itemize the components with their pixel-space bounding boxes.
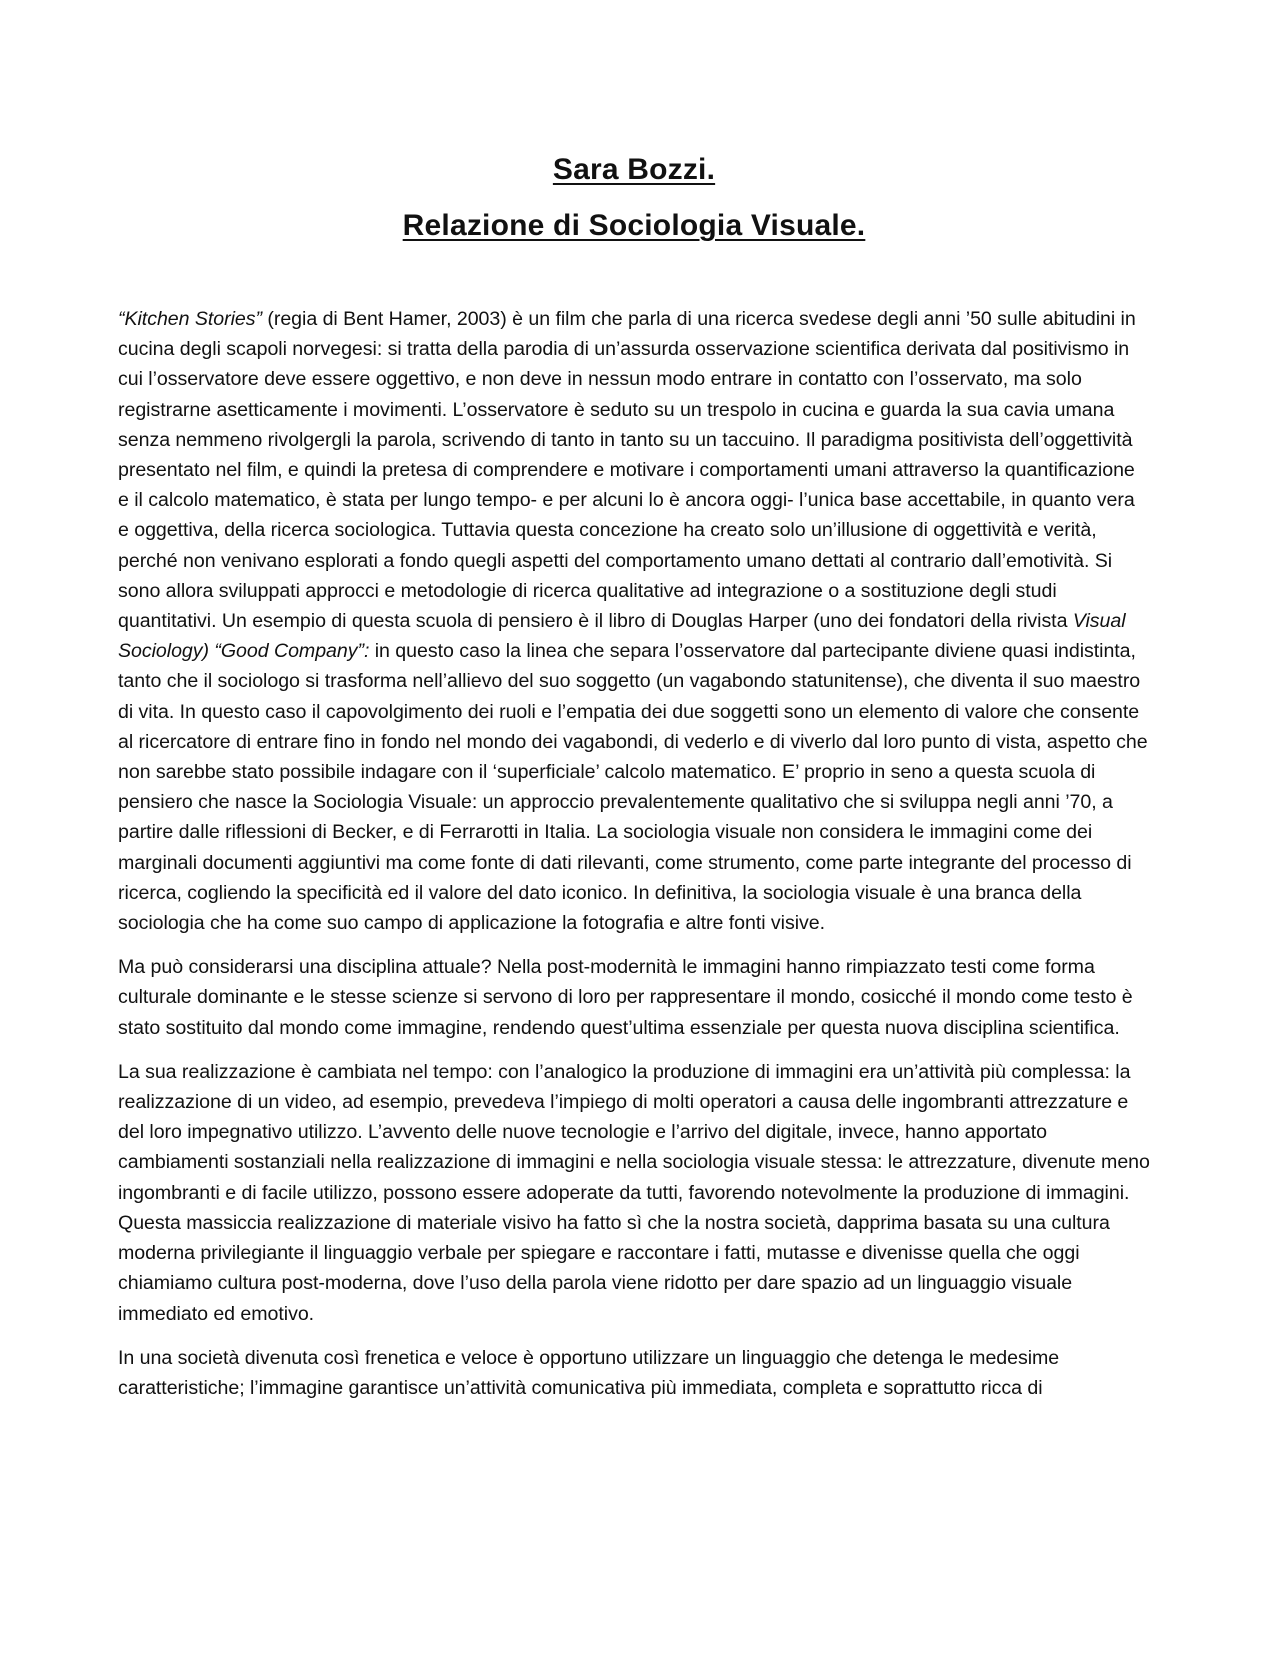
paragraph-postmodernity: Ma può considerarsi una disciplina attuale? Nella post-modernità le immagini hanno rimpiazzato testi come forma culturale dominante e le stesse scienze si servono di loro per rappresentare il mondo, cosicché il mondo come testo è stato sostituito dal mondo come immagine, rendendo quest’ultima essenziale per questa nuova disciplina scientifica. xyxy=(118,956,1133,1039)
report-title: Relazione di Sociologia Visuale. xyxy=(402,209,866,242)
paragraph-society: In una società divenuta così frenetica e veloce è opportuno utilizzare un linguaggio che detenga le medesime caratteristiche; l’immagine garantisce un’attività comunicativa più immediata, completa e soprattutto ricca di xyxy=(118,1346,1060,1399)
paragraph-intro-text-a: (regia di Bent Hamer, 2003) è un film che parla di una ricerca svedese degli anni ’50 sulle abitudini in cucina degli scapoli norvegesi: si tratta della parodia di un’assurda osservazione scientifica derivata dal positivismo in cui l’osservatore deve essere oggettivo, e non deve in nessun modo entrare in contatto con l’osservato, ma solo registrarne asetticamente i movimenti. L’osservatore è seduto su un trespolo in cucina e guarda la sua cavia umana senza nemmeno rivolgergli la parola, scrivendo di tanto in tanto su un taccuino. Il paradigma positivista dell’oggettività presentato nel film, e quindi la pretesa di comprendere e motivare i comportamenti umani attraverso la quantificazione e il calcolo matematico, è stata per lungo tempo- e per alcuni lo è ancora oggi- l’unica base accettabile, in quanto vera e oggettiva, della ricerca sociologica. Tuttavia questa concezione ha creato solo un’illusione di oggettività e verità, perché non venivano esplorati a fondo quegli aspetti del comportamento umano dettati al contrario dall’emotività. Si sono allora sviluppati approcci e metodologie di ricerca qualitative ad integrazione o a sostituzione degli studi quantitativi. Un esempio di questa scuola di pensiero è il libro di Douglas Harper (uno dei fondatori della rivista xyxy=(118,308,1136,633)
journal-book-title-italic: Visual Sociology) “Good Company”: xyxy=(118,610,1126,663)
author-title: Sara Bozzi. xyxy=(552,153,716,186)
film-title-italic: “Kitchen Stories” xyxy=(118,308,262,330)
paragraph-intro-text-b: in questo caso la linea che separa l’osservatore dal partecipante diviene quasi indistinta, tanto che il sociologo si trasforma nell’allievo del suo soggetto (un vagabondo statunitense), che diventa il suo maestro di vita. In questo caso il capovolgimento dei ruoli e l’empatia dei due soggetti sono un elemento di valore che consente al ricercatore di entrare fino in fondo nel mondo dei vagabondi, di vederlo e di viverlo dal loro punto di vista, aspetto che non sarebbe stato possibile indagare con il ‘superficiale’ calcolo matematico. E’ proprio in seno a questa scuola di pensiero che nasce la Sociologia Visuale: un approccio prevalentemente qualitativo che si sviluppa negli anni ’70, a partire dalle riflessioni di Becker, e di Ferrarotti in Italia. La sociologia visuale non considera le immagini come dei marginali documenti aggiuntivi ma come fonte di dati rilevanti, come strumento, come parte integrante del processo di ricerca, cogliendo la specificità ed il valore del dato iconico. In definitiva, la sociologia visuale è una branca della sociologia che ha come suo campo di applicazione la fotografia e altre fonti visive. xyxy=(118,640,1148,935)
paragraph-intro xyxy=(118,304,1150,938)
paragraph-realization: La sua realizzazione è cambiata nel tempo: con l’analogico la produzione di immagini era un’attività più complessa: la realizzazione di un video, ad esempio, prevedeva l’impiego di molti operatori a causa delle ingombranti attrezzature e del loro impegnativo utilizzo. L’avvento delle nuove tecnologie e l’arrivo del digitale, invece, hanno apportato cambiamenti sostanziali nella realizzazione di immagini e nella sociologia visuale stessa: le attrezzature, divenute meno ingombranti e di facile utilizzo, possono essere adoperate da tutti, favorendo notevolmente la produzione di immagini. Questa massiccia realizzazione di materiale visivo ha fatto sì che la nostra società, dapprima basata su una cultura moderna privilegiante il linguaggio verbale per spiegare e raccontare i fatti, mutasse e divenisse quella che oggi chiamiamo cultura post-moderna, dove l’uso della parola viene ridotto per dare spazio ad un linguaggio visuale immediato ed emotivo. xyxy=(118,1060,1150,1325)
